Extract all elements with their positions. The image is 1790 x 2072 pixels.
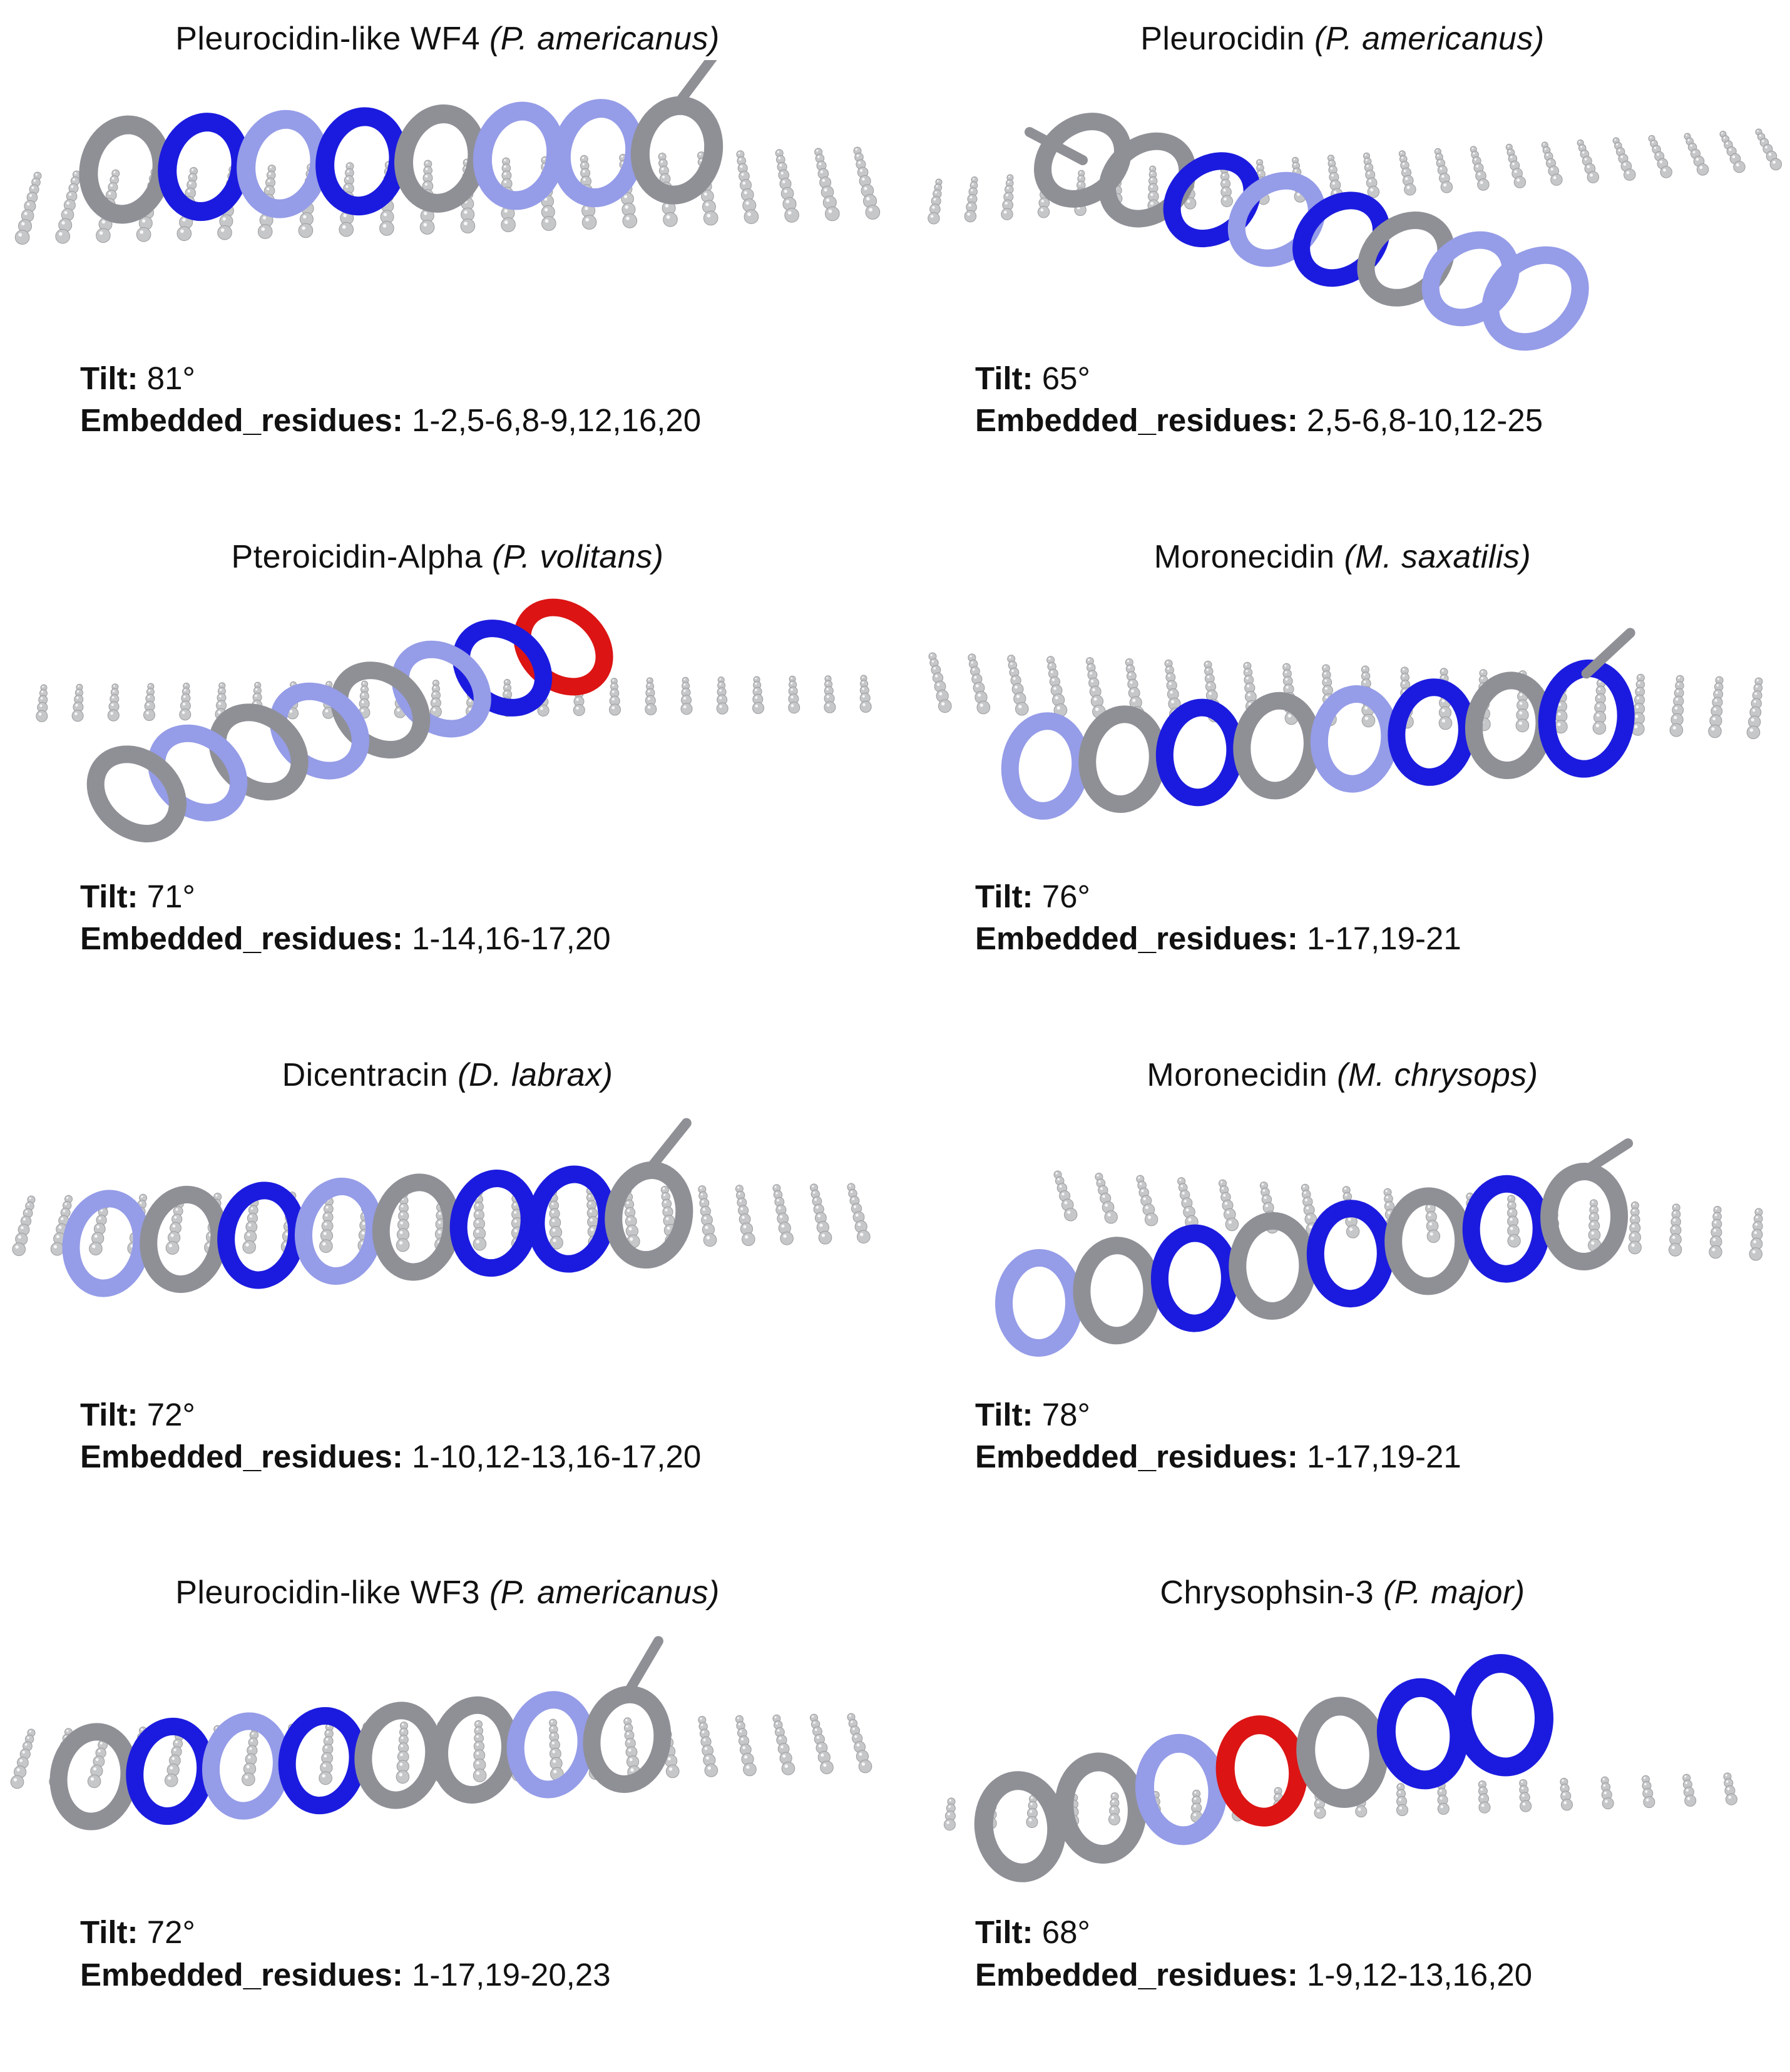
figure-panel-pleurocidin xyxy=(895,0,1790,518)
panel-title xyxy=(0,1056,895,1094)
peptide-name: Dicentracin xyxy=(282,1056,449,1093)
peptide-helix-ribbon xyxy=(1005,633,1632,815)
species-name: (P. americanus) xyxy=(489,21,720,57)
tilt-line xyxy=(975,357,1790,399)
structure-3d-render xyxy=(0,578,895,875)
peptide-name: Pleurocidin-like WF3 xyxy=(175,1574,481,1611)
residues-line xyxy=(975,1436,1790,1477)
peptide-name: Moronecidin xyxy=(1147,1056,1328,1093)
tilt-line xyxy=(975,1911,1790,1953)
structure-3d-render xyxy=(0,1096,895,1394)
panel-stats xyxy=(0,1911,895,1996)
peptide-name: Moronecidin xyxy=(1153,538,1335,575)
figure-panel-pteroicidin-alpha xyxy=(0,518,895,1036)
residues-label: Embedded_residues: xyxy=(80,1438,403,1474)
tilt-value: 72° xyxy=(146,1396,195,1432)
tilt-value: 68° xyxy=(1041,1914,1090,1951)
tilt-value: 76° xyxy=(1041,878,1090,914)
residues-value: 1-10,12-13,16-17,20 xyxy=(412,1438,702,1474)
species-name: (M. chrysops) xyxy=(1337,1056,1538,1093)
tilt-line xyxy=(80,875,895,917)
panel-title xyxy=(895,1574,1790,1611)
panel-stats xyxy=(0,1394,895,1478)
figure-panel-moronecidin-chrysops xyxy=(895,1036,1790,1554)
tilt-label: Tilt: xyxy=(80,878,138,914)
panel-stats xyxy=(895,875,1790,960)
residues-value: 1-17,19-21 xyxy=(1307,921,1461,957)
peptide-name: Pleurocidin-like WF4 xyxy=(175,21,481,57)
peptide-helix-ribbon xyxy=(1027,106,1597,357)
residues-line xyxy=(975,917,1790,959)
panel-title xyxy=(0,20,895,58)
residues-value: 1-2,5-6,8-9,12,16,20 xyxy=(412,402,702,439)
figure-panel-moronecidin-saxatilis xyxy=(895,518,1790,1036)
tilt-line xyxy=(975,1394,1790,1436)
panel-stats xyxy=(0,357,895,442)
panel-title xyxy=(895,538,1790,576)
tilt-value: 81° xyxy=(146,360,195,396)
structure-3d-render xyxy=(895,1614,1790,1911)
panel-stats xyxy=(0,875,895,960)
figure-panel-dicentracin xyxy=(0,1036,895,1554)
tilt-label: Tilt: xyxy=(80,1396,138,1432)
residues-label: Embedded_residues: xyxy=(975,1438,1298,1474)
peptide-helix-ribbon xyxy=(79,591,620,850)
species-name: (M. saxatilis) xyxy=(1344,538,1532,575)
panel-stats xyxy=(895,357,1790,442)
tilt-label: Tilt: xyxy=(80,1914,138,1951)
residues-label: Embedded_residues: xyxy=(975,1956,1298,1993)
tilt-line xyxy=(80,1394,895,1436)
tilt-label: Tilt: xyxy=(975,1914,1033,1951)
structure-3d-render xyxy=(0,1614,895,1911)
residues-value: 1-17,19-20,23 xyxy=(412,1956,611,1993)
species-name: (D. labrax) xyxy=(458,1056,613,1093)
tilt-line xyxy=(80,357,895,399)
residues-line xyxy=(80,1954,895,1996)
panel-stats xyxy=(895,1394,1790,1478)
panel-title xyxy=(0,538,895,576)
species-name: (P. americanus) xyxy=(489,1574,720,1611)
residues-value: 1-14,16-17,20 xyxy=(412,921,611,957)
peptide-name: Chrysophsin-3 xyxy=(1160,1574,1374,1611)
species-name: (P. americanus) xyxy=(1314,21,1545,57)
tilt-value: 65° xyxy=(1041,360,1090,396)
species-name: (P. major) xyxy=(1383,1574,1525,1611)
tilt-value: 72° xyxy=(146,1914,195,1951)
figure-panel-pleurocidin-like-wf4 xyxy=(0,0,895,518)
tilt-label: Tilt: xyxy=(975,360,1033,396)
lipid-monolayer xyxy=(36,675,871,722)
tilt-label: Tilt: xyxy=(80,360,138,396)
residues-label: Embedded_residues: xyxy=(975,921,1298,957)
residues-line xyxy=(975,1954,1790,1996)
panel-title xyxy=(895,1056,1790,1094)
peptide-name: Pleurocidin xyxy=(1140,21,1305,57)
tilt-line xyxy=(975,875,1790,917)
peptide-helix-ribbon xyxy=(64,1123,691,1294)
tilt-value: 78° xyxy=(1041,1396,1090,1432)
figure-panel-chrysophsin-3 xyxy=(895,1554,1790,2072)
residues-label: Embedded_residues: xyxy=(80,402,403,439)
residues-line xyxy=(975,399,1790,441)
residues-line xyxy=(80,399,895,441)
peptide-helix-ribbon xyxy=(52,1641,668,1827)
tilt-label: Tilt: xyxy=(975,1396,1033,1432)
residues-label: Embedded_residues: xyxy=(80,1956,403,1993)
panel-title xyxy=(895,20,1790,58)
residues-value: 1-17,19-21 xyxy=(1307,1438,1461,1474)
residues-line xyxy=(80,917,895,959)
species-name: (P. volitans) xyxy=(492,538,664,575)
tilt-label: Tilt: xyxy=(975,878,1033,914)
tilt-value: 71° xyxy=(146,878,195,914)
peptide-name: Pteroicidin-Alpha xyxy=(231,538,483,575)
residues-label: Embedded_residues: xyxy=(975,402,1298,439)
structure-3d-render xyxy=(0,60,895,357)
panel-stats xyxy=(895,1911,1790,1996)
peptide-helix-ribbon xyxy=(978,1659,1550,1877)
residues-value: 2,5-6,8-10,12-25 xyxy=(1307,402,1543,439)
residues-line xyxy=(80,1436,895,1477)
tilt-line xyxy=(80,1911,895,1953)
panel-title xyxy=(0,1574,895,1611)
residues-label: Embedded_residues: xyxy=(80,921,403,957)
structure-3d-render xyxy=(895,1096,1790,1394)
residues-value: 1-9,12-13,16,20 xyxy=(1307,1956,1533,1993)
structure-3d-render xyxy=(895,578,1790,875)
figure-panel-pleurocidin-like-wf3 xyxy=(0,1554,895,2072)
structure-3d-render xyxy=(895,60,1790,357)
